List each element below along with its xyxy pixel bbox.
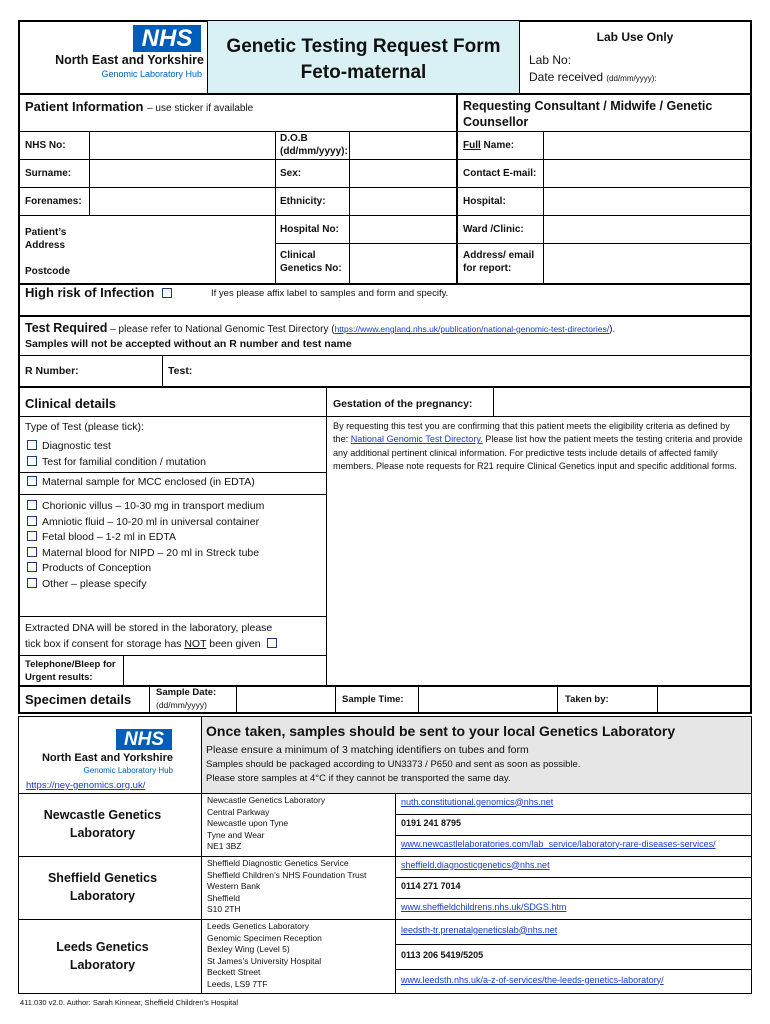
org-subtitle-2: Genomic Laboratory Hub: [83, 766, 173, 775]
divider: [418, 685, 419, 714]
dna-consent-checkbox[interactable]: [267, 638, 277, 648]
lab-address-line: Central Parkway: [207, 806, 270, 817]
lab-address-line: Leeds Genetics Laboratory: [207, 921, 310, 931]
divider: [18, 919, 752, 920]
sample-option: [27, 499, 322, 515]
divider: [149, 685, 150, 714]
infection-title: [25, 285, 177, 300]
contact-email-label: Contact E-mail:: [463, 168, 537, 179]
divider: [395, 944, 752, 945]
sample-option-label: Amniotic fluid – 10-20 ml in universal container: [42, 515, 260, 528]
divider: [657, 685, 658, 714]
date-received-format: (dd/mm/yyyy):: [606, 74, 657, 83]
surname-label: Surname:: [25, 168, 72, 179]
form-subtitle: Feto-maternal: [300, 62, 427, 83]
lab-no-label: Lab No:: [529, 53, 572, 67]
sample-option-label: Fetal blood – 1-2 ml in EDTA: [42, 531, 177, 543]
diagnostic-checkbox[interactable]: [27, 440, 37, 450]
org-name: North East and Yorkshire: [55, 53, 204, 67]
sample-option-label: Maternal blood for NIPD – 20 ml in Streck tube: [42, 546, 260, 559]
sample-date-text: Sample Date:: [156, 687, 217, 698]
test-label: Test:: [168, 365, 193, 377]
sample-checkbox[interactable]: [27, 547, 37, 557]
lab-address-line: Sheffield Children’s NHS Foundation Trust: [207, 869, 367, 880]
ney-genomics-link[interactable]: https://ney-genomics.org.uk/: [26, 780, 146, 791]
lab-address-line: Leeds, LS9 7TF: [207, 978, 268, 989]
sex-label: Sex:: [280, 168, 302, 179]
divider: [18, 355, 752, 356]
test-directory-link[interactable]: https://www.england.nhs.uk/publication/national-genomic-test-directories/: [334, 324, 610, 334]
lab-name: Sheffield Genetics Laboratory: [47, 870, 158, 903]
patient-info-note: – use sticker if available: [147, 103, 254, 114]
opt-mcc-text: Maternal sample for MCC enclosed (in EDTA): [42, 476, 255, 488]
telephone-label: Telephone/Bleep for Urgent results:: [25, 659, 116, 683]
test-required-warning: Samples will not be accepted without an R number and test name: [25, 338, 352, 350]
clinical-genetics-no-label: Clinical Genetics No:: [280, 250, 342, 274]
divider: [123, 655, 124, 686]
nhs-logo-2: NHS: [116, 729, 172, 750]
patient-info-title: [25, 99, 253, 114]
send-line3: Please store samples at 4°C if they cannot be transported the same day.: [206, 773, 511, 784]
specimen-title: Specimen details: [25, 692, 132, 707]
lab-email[interactable]: sheffield.diagnosticgenetics@nhs.net: [401, 859, 550, 870]
full-name-label: [463, 139, 514, 152]
divider: [18, 386, 752, 388]
divider: [18, 416, 752, 417]
hospital-no-label: Hospital No:: [280, 224, 339, 235]
sample-checkbox[interactable]: [27, 516, 37, 526]
lab-address: [207, 795, 325, 853]
forenames-label: Forenames:: [25, 196, 82, 207]
sample-time-label: Sample Time:: [342, 694, 404, 705]
lab-name: Leeds Genetics Laboratory: [56, 939, 149, 972]
familial-checkbox[interactable]: [27, 456, 37, 466]
gestation-label: Gestation of the pregnancy:: [333, 398, 473, 410]
divider: [162, 355, 163, 387]
address-label: Patient’s Address: [25, 227, 67, 251]
divider: [395, 877, 752, 878]
ward-clinic-label: Ward /Clinic:: [463, 224, 524, 235]
divider: [89, 131, 90, 215]
lab-name: Newcastle Genetics Laboratory: [43, 807, 162, 840]
divider: [18, 856, 752, 857]
divider: [395, 793, 396, 994]
sample-checkbox[interactable]: [27, 500, 37, 510]
divider: [395, 969, 752, 970]
divider: [456, 93, 458, 284]
lab-address-line: Sheffield: [207, 892, 240, 903]
eligibility-post: Please list how the patient meets the testing criteria and provide any additional pertinent clinical information. For predictive tests include details of affected family members. Please note requests for R21 require Clinical Genetics input and specific additional forms.: [333, 434, 743, 471]
infection-checkbox[interactable]: [162, 288, 172, 298]
dob-text: D.O.B: [280, 133, 308, 144]
divider: [18, 655, 326, 656]
infection-note: If yes please affix label to samples and form and specify.: [211, 288, 449, 299]
r-number-label: R Number:: [25, 365, 79, 377]
sample-date-format: (dd/mm/yyyy): [156, 700, 207, 710]
divider: [349, 131, 350, 284]
lab-address-line: S10 2TH: [207, 904, 241, 914]
test-required-title: Test Required: [25, 321, 108, 335]
divider: [18, 494, 326, 495]
test-required-post: ).: [609, 324, 616, 335]
lab-phone: 0113 206 5419/5205: [401, 949, 484, 960]
lab-phone: 0114 271 7014: [401, 880, 461, 891]
test-type-title: Type of Test (please tick):: [25, 421, 144, 433]
divider: [18, 187, 752, 188]
lab-web[interactable]: www.newcastlelaboratories.com/lab_service/laboratory-rare-diseases-services/: [401, 838, 716, 849]
lab-email[interactable]: nuth.constitutional.genomics@nhs.net: [401, 796, 554, 807]
lab-address-line: Newcastle Genetics Laboratory: [207, 795, 326, 805]
sample-type-list: [27, 499, 322, 592]
patient-info-title-text: Patient Information: [25, 99, 144, 114]
infection-title-text: High risk of Infection: [25, 285, 155, 300]
divider: [18, 215, 752, 216]
nhs-logo: NHS: [133, 25, 201, 52]
test-required-text: [25, 321, 615, 337]
eligibility-text: [333, 420, 745, 473]
hospital-label: Hospital:: [463, 196, 506, 207]
opt-mcc: [27, 475, 255, 491]
sample-option: [27, 561, 322, 577]
test-required-pre: – please refer to National Genomic Test Directory (: [107, 324, 335, 335]
taken-by-label: Taken by:: [565, 694, 609, 705]
divider: [326, 386, 327, 686]
lab-web[interactable]: www.sheffieldchildrens.nhs.uk/SDGS.htm: [401, 901, 567, 912]
sample-option-label: Other – please specify: [42, 577, 147, 590]
divider: [18, 793, 752, 794]
eligibility-link[interactable]: National Genomic Test Directory.: [350, 434, 483, 445]
dna-consent-line1: Extracted DNA will be stored in the laboratory, please: [25, 622, 273, 634]
divider: [395, 835, 752, 836]
lab-address: [207, 858, 366, 916]
lab-address-line: St James’s University Hospital: [207, 955, 322, 966]
divider: [236, 685, 237, 714]
lab-use-title: Lab Use Only: [596, 30, 674, 44]
lab-address: [207, 921, 322, 990]
nhs-no-label: NHS No:: [25, 140, 66, 151]
lab-address-line: Sheffield Diagnostic Genetics Service: [207, 858, 349, 868]
divider: [18, 93, 752, 95]
eligibility-pre: By requesting this test you are confirming that this patient meets the eligibility criteria as defined by the:: [333, 421, 730, 445]
divider: [543, 131, 544, 284]
divider: [201, 716, 202, 994]
dob-label: [280, 132, 348, 158]
sample-date-label: [156, 687, 216, 712]
consultant-title: Requesting Consultant / Midwife / Genetic Counsellor: [463, 99, 713, 129]
sample-checkbox[interactable]: [27, 531, 37, 541]
divider: [493, 386, 494, 416]
lab-email[interactable]: leedsth-tr.prenatalgeneticslab@nhs.net: [401, 924, 558, 935]
lab-address-line: Genomic Specimen Reception: [207, 932, 322, 943]
divider: [275, 131, 276, 284]
org-subtitle: Genomic Laboratory Hub: [101, 69, 202, 79]
opt-diagnostic: [27, 439, 111, 455]
dob-format: (dd/mm/yyyy):: [280, 146, 348, 157]
footer-text: 411.030 v2.0. Author: Sarah Kinnear, Sheffield Children’s Hospital: [20, 998, 239, 1007]
lab-address-line: Bexley Wing (Level 5): [207, 944, 290, 954]
org-name-2: North East and Yorkshire: [41, 752, 173, 764]
sample-option: [27, 530, 322, 546]
divider: [18, 315, 752, 317]
clinical-details-title: Clinical details: [25, 396, 117, 411]
full-name-underlined: Full: [463, 140, 481, 151]
mcc-checkbox[interactable]: [27, 476, 37, 486]
divider: [18, 159, 752, 160]
sample-option-label: Chorionic villus – 10-30 mg in transport medium: [42, 500, 265, 512]
divider: [335, 685, 336, 714]
lab-web[interactable]: www.leedsth.nhs.uk/a-z-of-services/the-leeds-genetics-laboratory/: [401, 974, 664, 985]
dna-consent-post: been given: [206, 638, 261, 650]
opt-familial: [27, 455, 206, 471]
date-received-label: [529, 70, 657, 84]
lab-address-line: Newcastle upon Tyne: [207, 818, 289, 828]
sample-option: [27, 515, 322, 531]
divider: [18, 131, 752, 132]
lab-address-line: Western Bank: [207, 881, 261, 891]
divider: [395, 814, 752, 815]
lab-address-line: NE1 3BZ: [207, 841, 242, 851]
form-title: Genetic Testing Request Form: [226, 36, 501, 57]
date-received-text: Date received: [529, 70, 604, 84]
full-name-rest: Name:: [480, 140, 515, 151]
address-email-label: Address/ email for report:: [463, 250, 535, 274]
lab-address-line: Beckett Street: [207, 967, 261, 977]
divider: [18, 685, 752, 687]
opt-familial-text: Test for familial condition / mutation: [42, 456, 206, 468]
ethnicity-label: Ethnicity:: [280, 196, 326, 207]
sample-option: [27, 546, 322, 562]
divider: [395, 898, 752, 899]
lab-address-line: Tyne and Wear: [207, 829, 265, 840]
divider: [18, 616, 326, 617]
divider: [275, 243, 752, 244]
divider: [18, 472, 326, 473]
dna-consent-not: NOT: [184, 638, 207, 650]
opt-diagnostic-text: Diagnostic test: [42, 440, 111, 452]
sample-option-label: Products of Conception: [42, 562, 152, 574]
sample-option: [27, 577, 322, 593]
dna-consent-pre: tick box if consent for storage has: [25, 638, 185, 650]
send-title: Once taken, samples should be sent to your local Genetics Laboratory: [206, 723, 676, 739]
lab-phone: 0191 241 8795: [401, 817, 462, 828]
send-line2: Samples should be packaged according to UN3373 / P650 and sent as soon as possible.: [206, 759, 581, 770]
postcode-label: Postcode: [25, 266, 71, 277]
dna-consent-line2: [25, 637, 282, 653]
sample-checkbox[interactable]: [27, 562, 37, 572]
send-line1: Please ensure a minimum of 3 matching identifiers on tubes and form: [206, 744, 529, 756]
sample-checkbox[interactable]: [27, 578, 37, 588]
divider: [557, 685, 558, 714]
